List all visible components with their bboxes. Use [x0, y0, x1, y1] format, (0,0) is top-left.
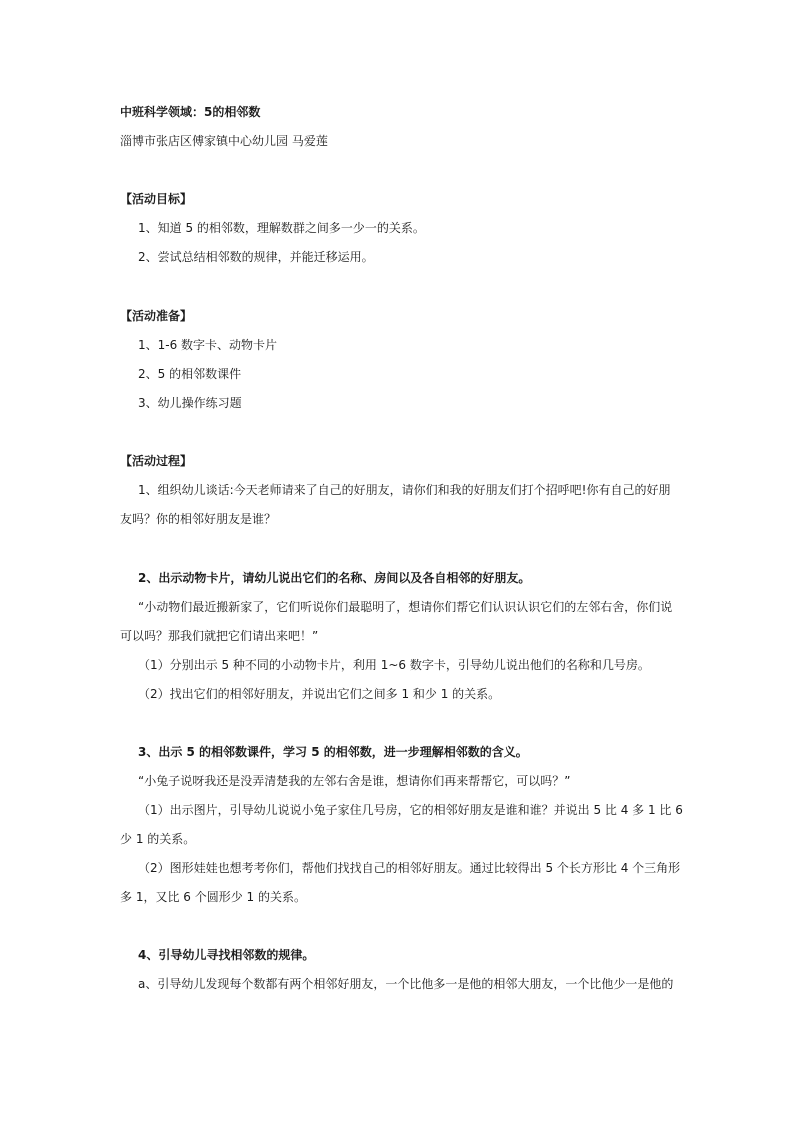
- goal-item: 1、知道 5 的相邻数，理解数群之间多一少一的关系。: [138, 221, 425, 235]
- step2-quote-line1: “小动物们最近搬新家了，它们听说你们最聪明了，想请你们帮它们认识认识它们的左邻右舍，你们说: [138, 600, 673, 614]
- step1-line1: 1、组织幼儿谈话:今天老师请来了自己的好朋友，请你们和我的好朋友们打个招呼吧!你有自己的好朋: [138, 483, 671, 497]
- step3-heading: 3、出示 5 的相邻数课件，学习 5 的相邻数，进一步理解相邻数的含义。: [138, 745, 528, 759]
- preparation-heading: 【活动准备】: [120, 309, 193, 323]
- preparation-item: 2、5 的相邻数课件: [138, 367, 242, 381]
- step3-quote: “小兔子说呀我还是没弄清楚我的左邻右舍是谁，想请你们再来帮帮它，可以吗？”: [138, 774, 571, 788]
- step3-sub2-line1: （2）图形娃娃也想考考你们，帮他们找找自己的相邻好朋友。通过比较得出 5 个长方形比 4 个三角形: [138, 861, 681, 875]
- step3-sub2-line2: 多 1，又比 6 个圆形少 1 的关系。: [120, 890, 306, 904]
- goals-heading: 【活动目标】: [120, 192, 193, 206]
- step1-line2: 友吗？你的相邻好朋友是谁？: [120, 512, 277, 526]
- step2-sub2: （2）找出它们的相邻好朋友，并说出它们之间多 1 和少 1 的关系。: [138, 687, 501, 701]
- author-line: 淄博市张店区傅家镇中心幼儿园 马爱莲: [120, 134, 328, 148]
- process-heading: 【活动过程】: [120, 454, 193, 468]
- preparation-item: 1、1-6 数字卡、动物卡片: [138, 338, 278, 352]
- step4-heading: 4、引导幼儿寻找相邻数的规律。: [138, 948, 315, 962]
- step2-sub1: （1）分别出示 5 种不同的小动物卡片，利用 1~6 数字卡，引导幼儿说出他们的名称和几号房。: [138, 658, 650, 672]
- step2-quote-line2: 可以吗？那我们就把它们请出来吧！”: [120, 629, 319, 643]
- step2-heading: 2、出示动物卡片，请幼儿说出它们的名称、房间以及各自相邻的好朋友。: [138, 571, 531, 585]
- step4-line-a: a、引导幼儿发现每个数都有两个相邻好朋友，一个比他多一是他的相邻大朋友，一个比他少一是他的: [138, 977, 674, 991]
- step3-sub1-line2: 少 1 的关系。: [120, 832, 196, 846]
- step3-sub1-line1: （1）出示图片，引导幼儿说说小兔子家住几号房，它的相邻好朋友是谁和谁？并说出 5 比 4 多 1 比 6: [138, 803, 683, 817]
- preparation-item: 3、幼儿操作练习题: [138, 396, 242, 410]
- document-title: 中班科学领域：5的相邻数: [120, 105, 261, 119]
- goal-item: 2、尝试总结相邻数的规律，并能迁移运用。: [138, 250, 374, 264]
